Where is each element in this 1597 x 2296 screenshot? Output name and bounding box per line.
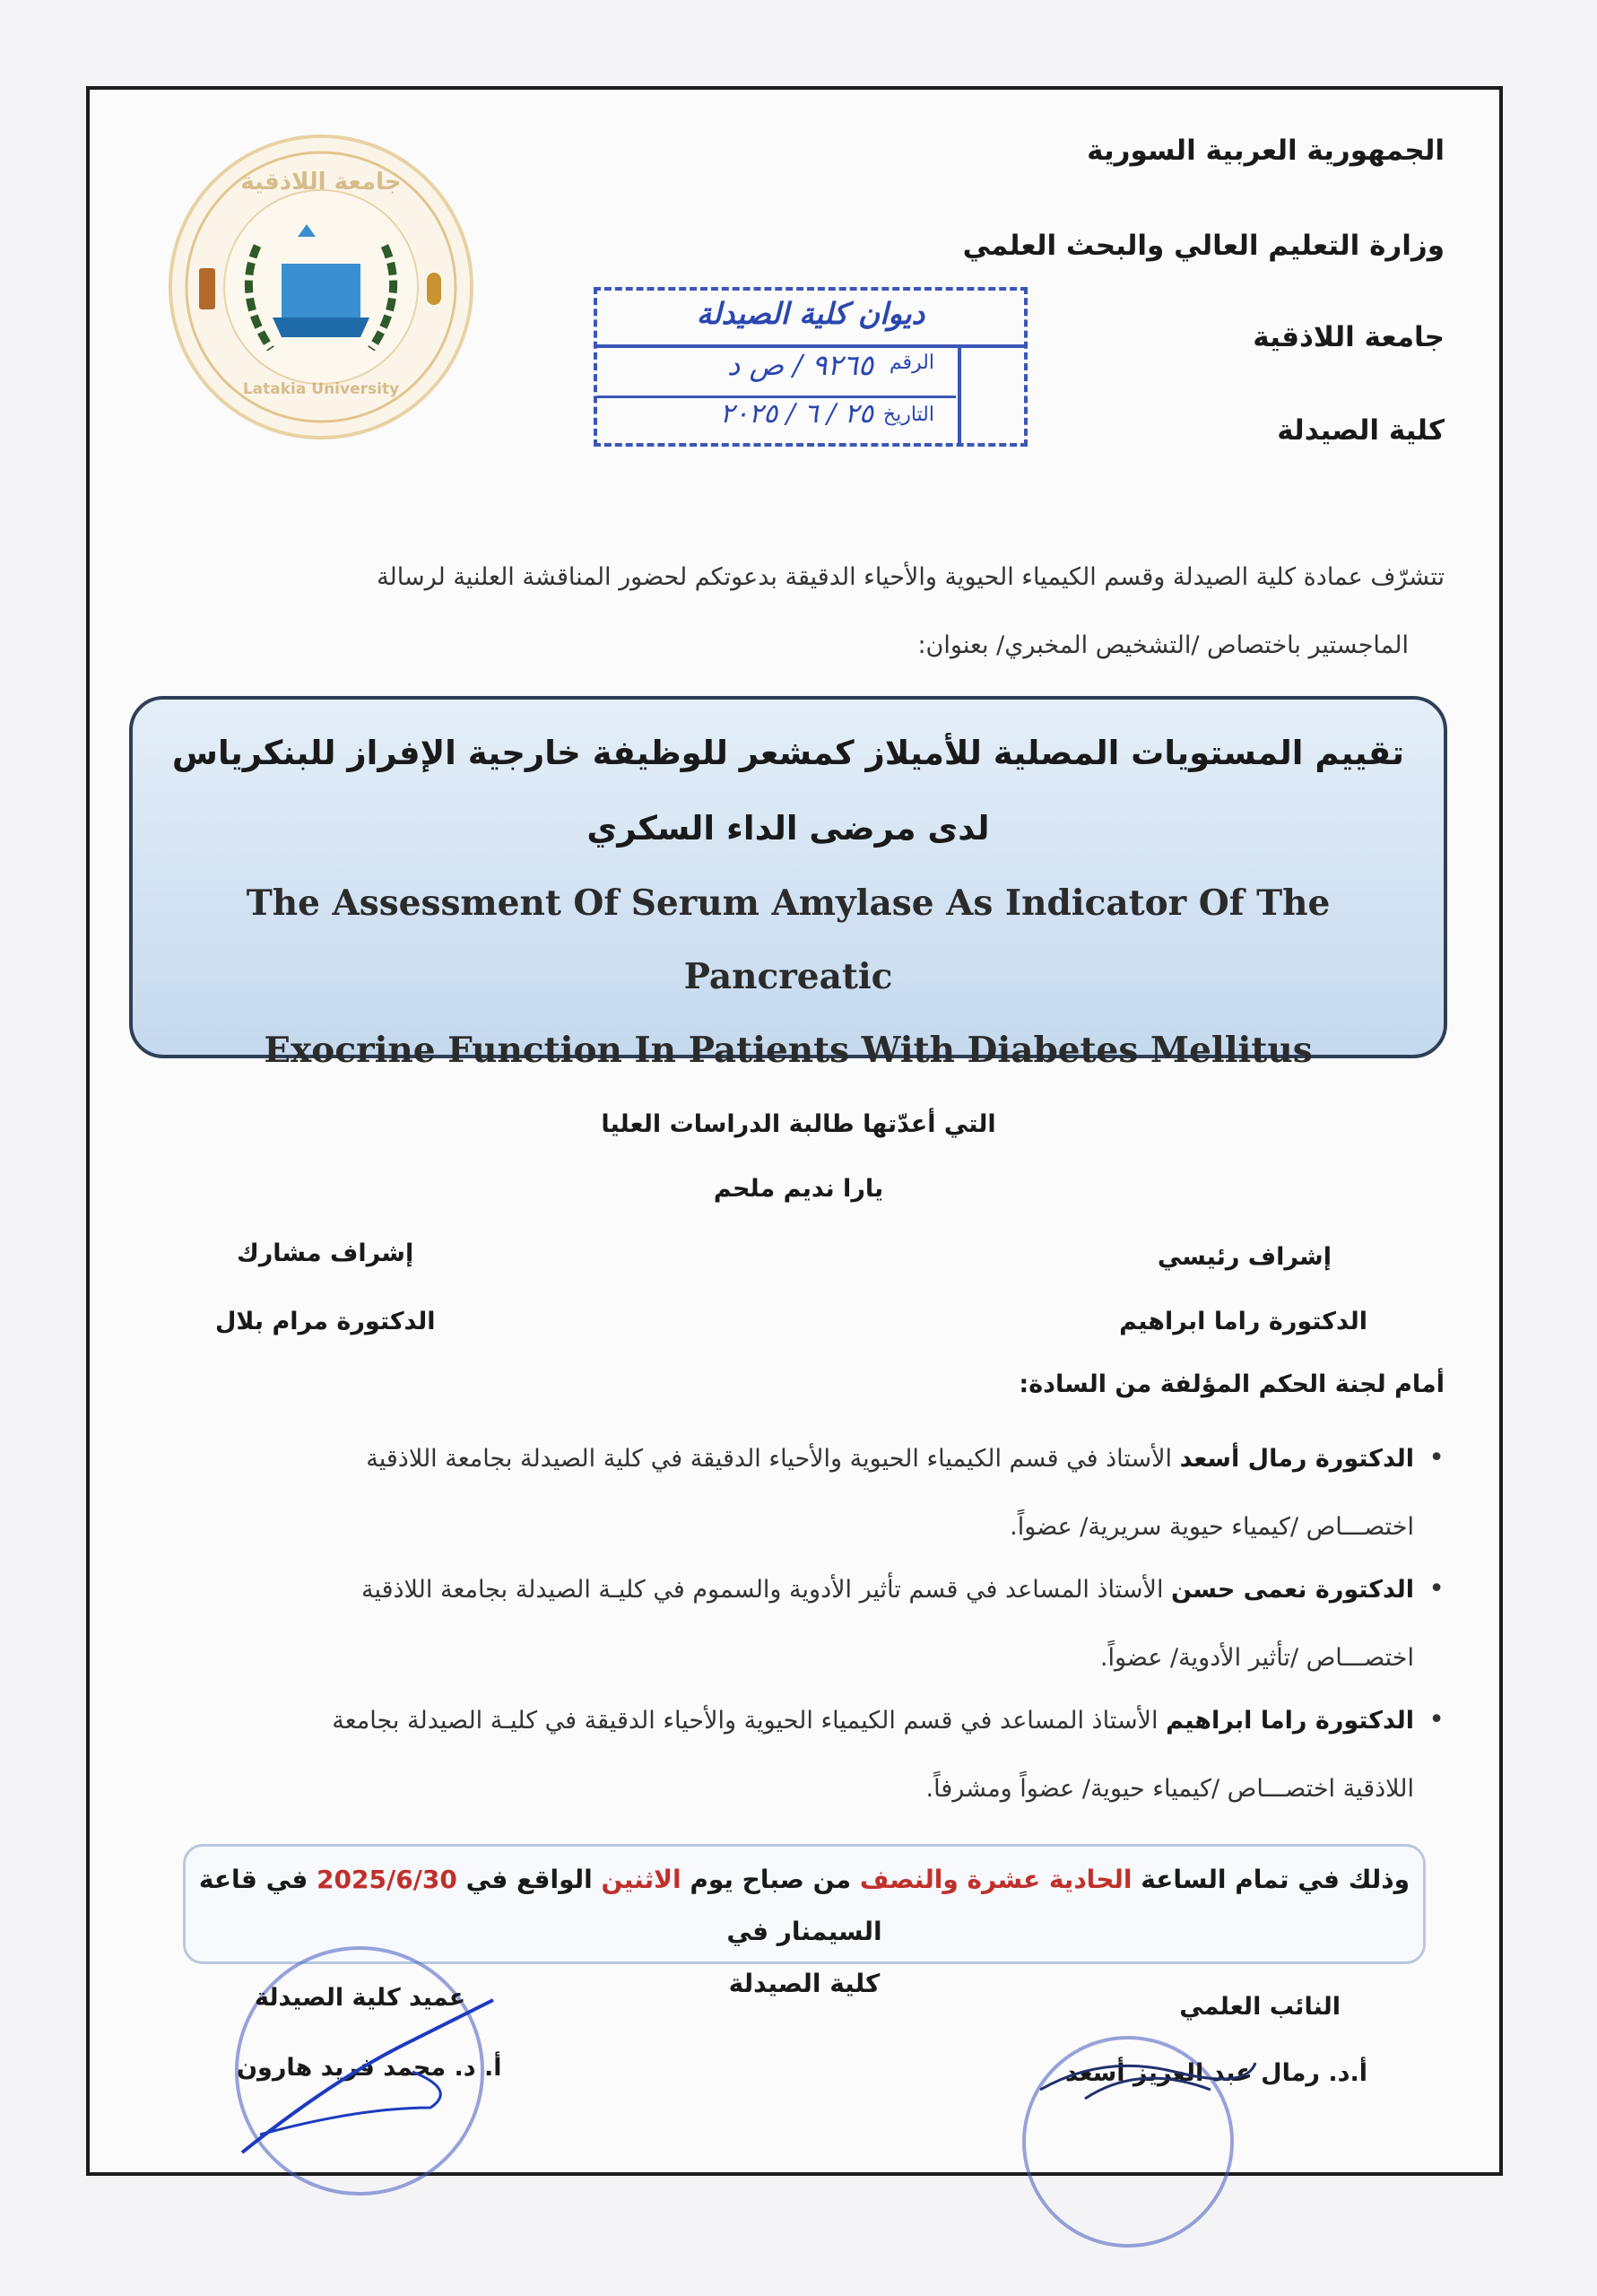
schedule-text-4: في قاعة السيمنار في [198,1865,882,1946]
student-name: يارا نديم ملحم [713,1175,884,1203]
dean-name: أ. د. محمد فريد هارون [237,2054,502,2082]
schedule-text-3: الواقع في [465,1865,593,1894]
vice-dean-name: أ.د. رمال عبد العزيز أسعد [1064,2059,1367,2087]
stamp-number-label: الرقم [889,352,934,374]
invitation-line-1: تتشرّف عمادة كلية الصيدلة وقسم الكيمياء الحيوية والأحياء الدقيقة بدعوتكم لحضور المناقشة العلنية لرسالة [377,563,1445,591]
vice-signature-icon [1031,2036,1264,2144]
invitation-paragraph [197,544,1445,680]
logo-english-name: Latakia University [242,380,400,398]
main-supervisor-label: إشراف رئيسي [1157,1243,1332,1271]
schedule-date: 2025/6/30 [317,1865,457,1894]
header-university: جامعة اللاذقية [1253,321,1445,353]
schedule-text-1: وذلك في تمام الساعة [1141,1865,1410,1894]
thesis-title-arabic: تقييم المستويات المصلية للأميلاز كمشعر للوظيفة خارجية الإفراز للبنكرياس لدى مرضى الداء السكري [171,734,1405,848]
logo-arabic-name: جامعة اللاذقية [240,169,402,196]
committee-member-2: •الدكتورة نعمى حسن الأستاذ المساعد في قسم تأثير الأدوية والسموم في كليـة الصيدلة بجامعة اللاذقية اختصـــاص /تأثير الأدوية/ عضواً. [197,1555,1445,1692]
dean-title: عميد كلية الصيدلة [255,1984,466,2012]
vice-dean-title: النائب العلمي [1179,1993,1341,2021]
member-2-name: الدكتورة نعمى حسن [1171,1576,1414,1604]
schedule-day: الاثنين [601,1865,681,1894]
header-republic: الجمهورية العربية السورية [1087,135,1445,167]
student-label: التي أعدّتها طالبة الدراسات العليا [601,1110,996,1138]
thesis-title-english-2: Exocrine Function In Patients With Diabetes Mellitus [264,1030,1313,1071]
stamp-date-label: التاريخ [882,404,934,426]
stamp-title: ديوان كلية الصيدلة [696,296,925,331]
member-3-title: الأستاذ المساعد في قسم الكيمياء الحيوية والأحياء الدقيقة في كليـة الصيدلة بجامعة [332,1707,1159,1735]
member-2-title: الأستاذ المساعد في قسم تأثير الأدوية والسموم في كليـة الصيدلة بجامعة اللاذقية [361,1576,1164,1604]
member-1-title: الأستاذ في قسم الكيمياء الحيوية والأحياء الدقيقة في كلية الصيدلة بجامعة اللاذقية [366,1445,1172,1473]
schedule-location: كلية الصيدلة [728,1969,881,1998]
registry-stamp [594,287,1028,447]
member-2-specialty: اختصـــاص /تأثير الأدوية/ عضواً. [1099,1644,1414,1672]
stamp-date-value: ٢٥ / ٦ / ٢٠٢٥ [719,398,873,430]
invitation-line-2: الماجستير باختصاص /التشخيص المخبري/ بعنوان: [917,631,1409,659]
committee-member-3: •الدكتورة راما ابراهيم الأستاذ المساعد في قسم الكيمياء الحيوية والأحياء الدقيقة في كليـة الصيدلة بجامعة اللاذقية اختصـــاص /كيمياء حيوية/ عضواً ومشرفاً. [197,1686,1445,1823]
main-supervisor-name: الدكتورة راما ابراهيم [1119,1308,1367,1335]
committee-intro: أمام لجنة الحكم المؤلفة من السادة: [1019,1370,1445,1398]
university-logo [169,135,473,439]
member-1-name: الدكتورة رمال أسعد [1179,1445,1414,1473]
member-1-specialty: اختصـــاص /كيمياء حيوية سريرية/ عضواً. [1010,1513,1414,1541]
schedule-time: الحادية عشرة والنصف [859,1865,1133,1894]
dean-signature-icon [224,1973,511,2170]
co-supervisor-label: إشراف مشارك [237,1239,414,1267]
header-faculty: كلية الصيدلة [1277,414,1445,447]
member-3-name: الدكتورة راما ابراهيم [1166,1707,1414,1735]
thesis-title-english-1: The Assessment Of Serum Amylase As Indicator Of The Pancreatic [246,883,1331,997]
member-3-specialty: اللاذقية اختصـــاص /كيمياء حيوية/ عضواً ومشرفاً. [925,1775,1414,1803]
committee-member-1: •الدكتورة رمال أسعد الأستاذ في قسم الكيمياء الحيوية والأحياء الدقيقة في كلية الصيدلة بجامعة اللاذقية اختصـــاص /كيمياء حيوية سريرية/ عضواً. [197,1424,1445,1561]
stamp-number-value: ٩٢٦٥ / ص د [727,348,873,382]
co-supervisor-name: الدكتورة مرام بلال [215,1308,436,1335]
thesis-title-box [129,696,1447,1071]
header-ministry: وزارة التعليم العالي والبحث العلمي [962,230,1445,262]
schedule-text-2: من صباح يوم [690,1865,852,1894]
